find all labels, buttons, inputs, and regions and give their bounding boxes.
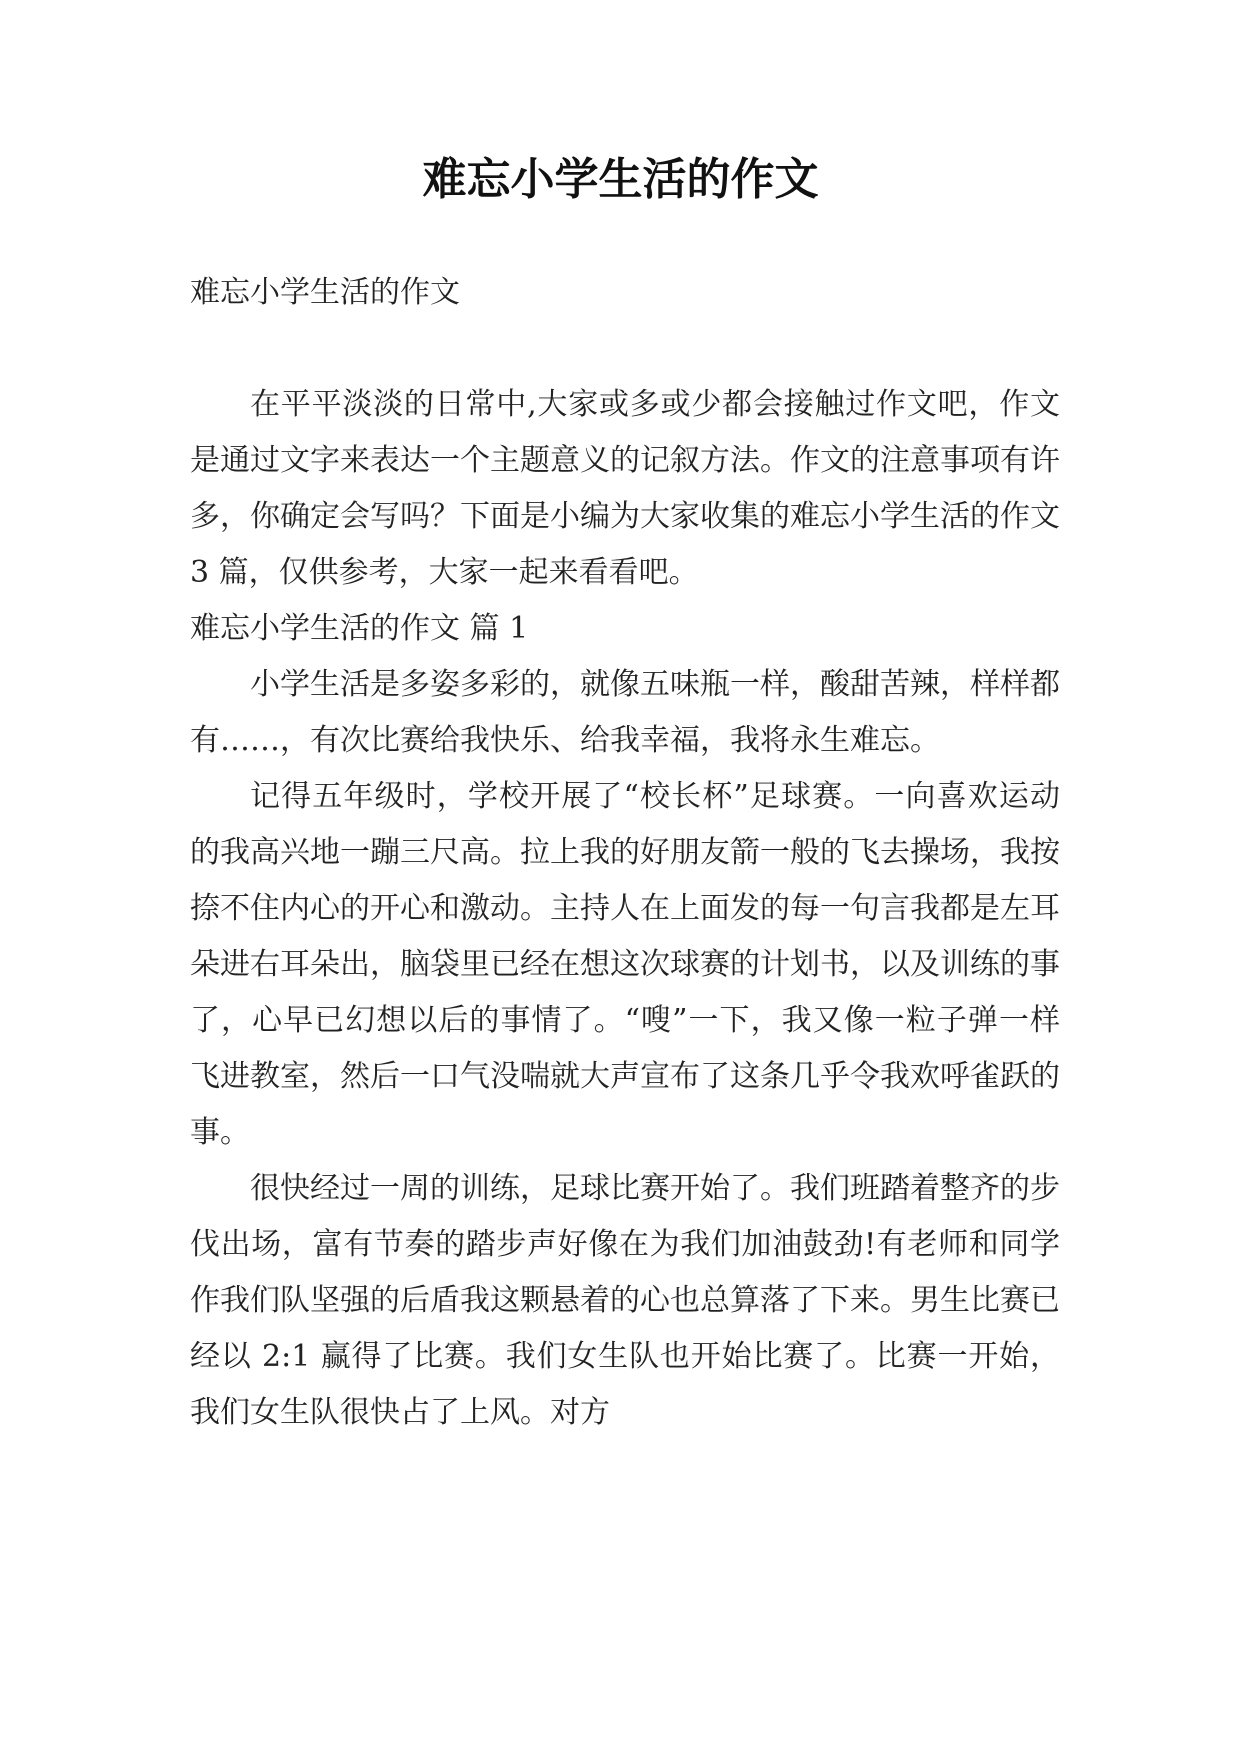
- document-title: 难忘小学生活的作文: [422, 154, 819, 205]
- body-paragraph: 记得五年级时，学校开展了“校长杯”足球赛。一向喜欢运动的我高兴地一蹦三尺高。拉上我的好朋友箭一般的飞去操场，我按捺不住内心的开心和激动。主持人在上面发的每一句言我都是左耳朵进右耳朵出，脑袋里已经在想这次球赛的计划书，以及训练的事了，心早已幻想以后的事情了。“嗖”一下，我又像一粒子弹一样飞进教室，然后一口气没喘就大声宣布了这条几乎令我欢呼雀跃的事。: [190, 779, 1060, 1150]
- document-body: [190, 265, 1060, 1441]
- section-heading: 难忘小学生活的作文 篇 1: [190, 611, 529, 646]
- intro-paragraph: 在平平淡淡的日常中,大家或多或少都会接触过作文吧，作文是通过文字来表达一个主题意义的记叙方法。作文的注意事项有许多，你确定会写吗？下面是小编为大家收集的难忘小学生活的作文 3 篇，仅供参考，大家一起来看看吧。: [190, 387, 1060, 590]
- body-paragraph: 小学生活是多姿多彩的，就像五味瓶一样，酸甜苦辣，样样都有……，有次比赛给我快乐、给我幸福，我将永生难忘。: [190, 667, 1060, 758]
- document-subtitle: 难忘小学生活的作文: [190, 275, 460, 310]
- body-paragraph: 很快经过一周的训练，足球比赛开始了。我们班踏着整齐的步伐出场，富有节奏的踏步声好像在为我们加油鼓劲!有老师和同学作我们队坚强的后盾我这颗悬着的心也总算落了下来。男生比赛已经以 2:1 赢得了比赛。我们女生队也开始比赛了。比赛一开始，我们女生队很快占了上风。对方: [190, 1171, 1060, 1430]
